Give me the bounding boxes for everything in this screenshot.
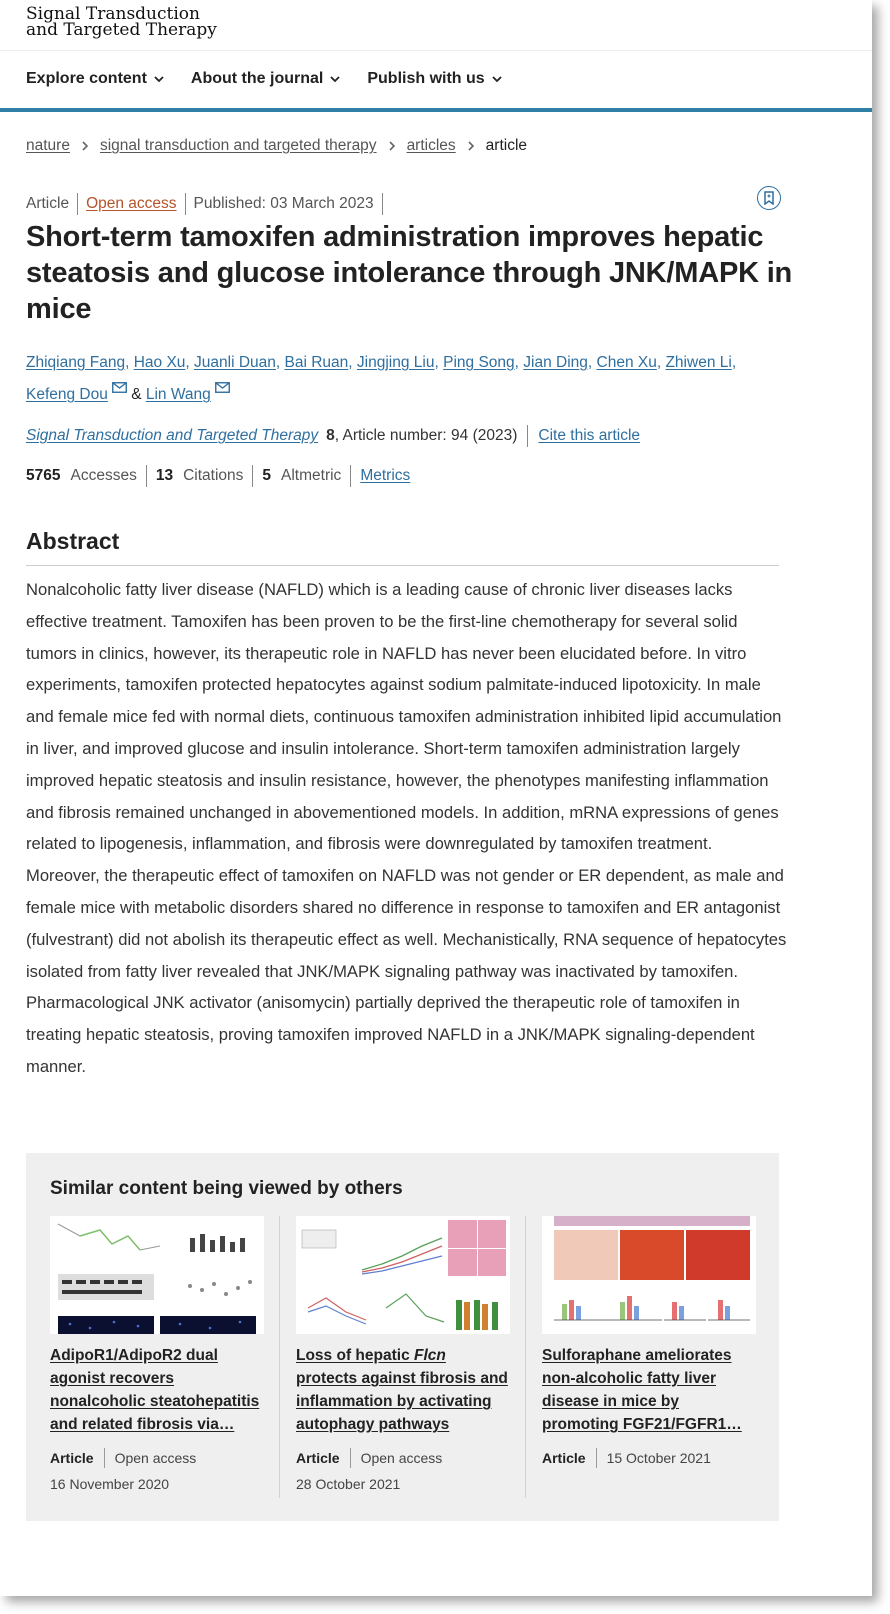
similar-article-date: 16 November 2020: [50, 1476, 170, 1492]
author-link[interactable]: Zhiqiang Fang: [26, 354, 126, 371]
author-separator: ,: [731, 354, 737, 371]
article-thumbnail[interactable]: [542, 1216, 756, 1334]
accesses-count: 5765: [26, 467, 61, 484]
article-type: Article: [26, 195, 70, 212]
article-title: Short-term tamoxifen administration improves hepatic steatosis and glucose intolerance through JNK/MAPK in mice: [26, 221, 793, 325]
bookmark-button[interactable]: [757, 186, 781, 210]
breadcrumb-current: article: [485, 137, 528, 154]
journal-logo-line2: and Targeted Therapy: [26, 20, 217, 40]
abstract-divider: [26, 565, 779, 566]
similar-article-meta: [542, 1448, 711, 1468]
similar-article-access: Open access: [114, 1450, 197, 1466]
similar-content-panel: [26, 1153, 779, 1521]
article-thumbnail[interactable]: [50, 1216, 264, 1334]
author-separator: ,: [514, 354, 519, 371]
chevron-right-icon: [466, 140, 476, 152]
altmetric-label: Altmetric: [281, 467, 342, 484]
citations-count: 13: [155, 467, 174, 484]
bookmark-icon: [763, 191, 775, 205]
abstract-text: Nonalcoholic fatty liver disease (NAFLD) which is a leading cause of chronic liver diseases lacks effective treatment. Tamoxifen has been proven to be the first-line chemotherapy for several solid tumors in clinics, however, its therapeutic role in NAFLD has never been elucidated before. In vitro experiments, tamoxifen protected hepatocytes against sodium palmitate-induced lipotoxicity. In male and female mice fed with normal diets, continuous tamoxifen administration inhibited lipid accumulation in liver, and improved glucose and insulin intolerance. Short-term tamoxifen administration largely improved hepatic steatosis and insulin resistance, however, the phenotypes manifesting inflammation and fibrosis remained unchanged in abovementioned models. In addition, mRNA expressions of genes related to lipogenesis, inflammation, and fibrosis were downregulated by tamoxifen treatment. Moreover, the therapeutic effect of tamoxifen on NAFLD was not gender or ER dependent, as male and female mice with metabolic disorders shared no difference in response to tamoxifen and ER antagonist (fulvestrant) did not abolish its therapeutic effect as well. Mechanistically, RNA sequence of hepatocytes isolated from fatty liver revealed that JNK/MAPK signaling pathway was inactivated by tamoxifen. Pharmacological JNK activator (anisomycin) partially deprived the therapeutic role of tamoxifen in treating hepatic steatosis, proving tamoxifen improved NAFLD in a JNK/MAPK signaling-dependent manner.: [26, 580, 787, 1076]
author-link[interactable]: Bai Ruan: [284, 354, 349, 371]
similar-article-type: Article: [296, 1450, 340, 1466]
chevron-down-icon: [153, 73, 165, 85]
similar-article-type: Article: [50, 1450, 94, 1466]
author-separator: ,: [656, 354, 662, 371]
journal-logo-line1: Signal Transduction: [26, 4, 200, 24]
accesses-label: Accesses: [70, 467, 137, 484]
author-separator: ,: [587, 354, 593, 371]
similar-card-3: [542, 1216, 756, 1466]
envelope-icon[interactable]: [112, 382, 127, 393]
author-link[interactable]: Hao Xu: [133, 354, 186, 371]
similar-card-2: [296, 1216, 510, 1492]
author-link[interactable]: Kefeng Dou: [26, 386, 108, 403]
breadcrumb: [26, 137, 527, 155]
article-thumbnail[interactable]: [296, 1216, 510, 1334]
published-date: Published: 03 March 2023: [193, 195, 374, 212]
author-link[interactable]: Zhiwen Li: [665, 354, 732, 371]
journal-link[interactable]: Signal Transduction and Targeted Therapy: [26, 427, 319, 444]
metrics-link[interactable]: Metrics: [360, 467, 411, 484]
chevron-down-icon: [491, 73, 503, 85]
similar-article-meta: [50, 1448, 196, 1468]
author-ampersand: &: [131, 386, 142, 403]
author-separator: ,: [348, 354, 353, 371]
title-gene-name: Flcn: [414, 1347, 446, 1364]
nav-publish-with-us[interactable]: [367, 70, 502, 88]
meta-divider: [252, 465, 253, 487]
meta-divider: [146, 465, 147, 487]
title-part: protects against fibrosis and inflammation by activating autophagy pathways: [296, 1370, 508, 1433]
meta-divider: [527, 425, 528, 447]
breadcrumb-articles[interactable]: articles: [406, 137, 456, 154]
article-number: , Article number: 94 (2023): [334, 427, 518, 444]
breadcrumb-nature[interactable]: nature: [26, 137, 70, 154]
similar-article-access: Open access: [360, 1450, 443, 1466]
meta-divider: [350, 465, 351, 487]
nav-item-label: Explore content: [26, 70, 147, 87]
author-link[interactable]: Ping Song: [443, 354, 515, 371]
meta-divider: [596, 1448, 597, 1468]
similar-article-title-link[interactable]: AdipoR1/AdipoR2 dual agonist recovers nonalcoholic steatohepatitis and related fibrosis via…: [50, 1347, 260, 1433]
article-meta: [26, 193, 391, 215]
similar-card-1: [50, 1216, 264, 1492]
author-list: [26, 347, 786, 411]
similar-article-date: 15 October 2021: [606, 1450, 711, 1466]
similar-article-type: Article: [542, 1450, 586, 1466]
author-separator: ,: [275, 354, 281, 371]
author-separator: ,: [185, 354, 190, 371]
citation-line: [26, 425, 640, 447]
meta-divider: [382, 193, 383, 215]
journal-logo[interactable]: [26, 6, 217, 38]
author-link[interactable]: Juanli Duan: [194, 354, 276, 371]
author-link[interactable]: Chen Xu: [596, 354, 657, 371]
article-metrics: [26, 465, 410, 487]
author-link[interactable]: Jian Ding: [523, 354, 588, 371]
author-separator: ,: [434, 354, 439, 371]
altmetric-count: 5: [262, 467, 272, 484]
nav-item-label: About the journal: [190, 70, 324, 87]
title-part: Loss of hepatic: [296, 1347, 414, 1364]
similar-article-title-link[interactable]: [296, 1344, 510, 1436]
nav-explore-content[interactable]: [26, 70, 165, 88]
author-link[interactable]: Lin Wang: [145, 386, 211, 403]
main-nav: [26, 70, 503, 88]
header-accent-bar: [0, 108, 872, 112]
similar-article-meta: [296, 1448, 442, 1468]
nav-item-label: Publish with us: [367, 70, 485, 87]
header-divider: [0, 50, 872, 51]
chevron-right-icon: [387, 140, 397, 152]
author-separator: ,: [125, 354, 130, 371]
journal-volume: 8: [326, 427, 335, 444]
meta-divider: [350, 1448, 351, 1468]
chevron-down-icon: [329, 73, 341, 85]
card-divider: [279, 1216, 280, 1498]
similar-content-heading: Similar content being viewed by others: [50, 1178, 403, 1199]
open-access-link[interactable]: Open access: [86, 195, 177, 212]
envelope-icon[interactable]: [215, 382, 230, 393]
breadcrumb-journal[interactable]: signal transduction and targeted therapy: [99, 137, 377, 154]
abstract-heading: Abstract: [26, 528, 120, 554]
card-divider: [525, 1216, 526, 1498]
nav-about-journal[interactable]: [191, 70, 341, 88]
similar-article-date: 28 October 2021: [296, 1476, 401, 1492]
citations-label: Citations: [183, 467, 244, 484]
cite-this-article-link[interactable]: Cite this article: [538, 427, 641, 444]
meta-divider: [77, 193, 78, 215]
chevron-right-icon: [80, 140, 90, 152]
similar-article-title-link[interactable]: Sulforaphane ameliorates non-alcoholic fatty liver disease in mice by promoting FGF21/FGFR1…: [542, 1347, 742, 1433]
author-link[interactable]: Jingjing Liu: [356, 354, 435, 371]
meta-divider: [185, 193, 186, 215]
meta-divider: [104, 1448, 105, 1468]
